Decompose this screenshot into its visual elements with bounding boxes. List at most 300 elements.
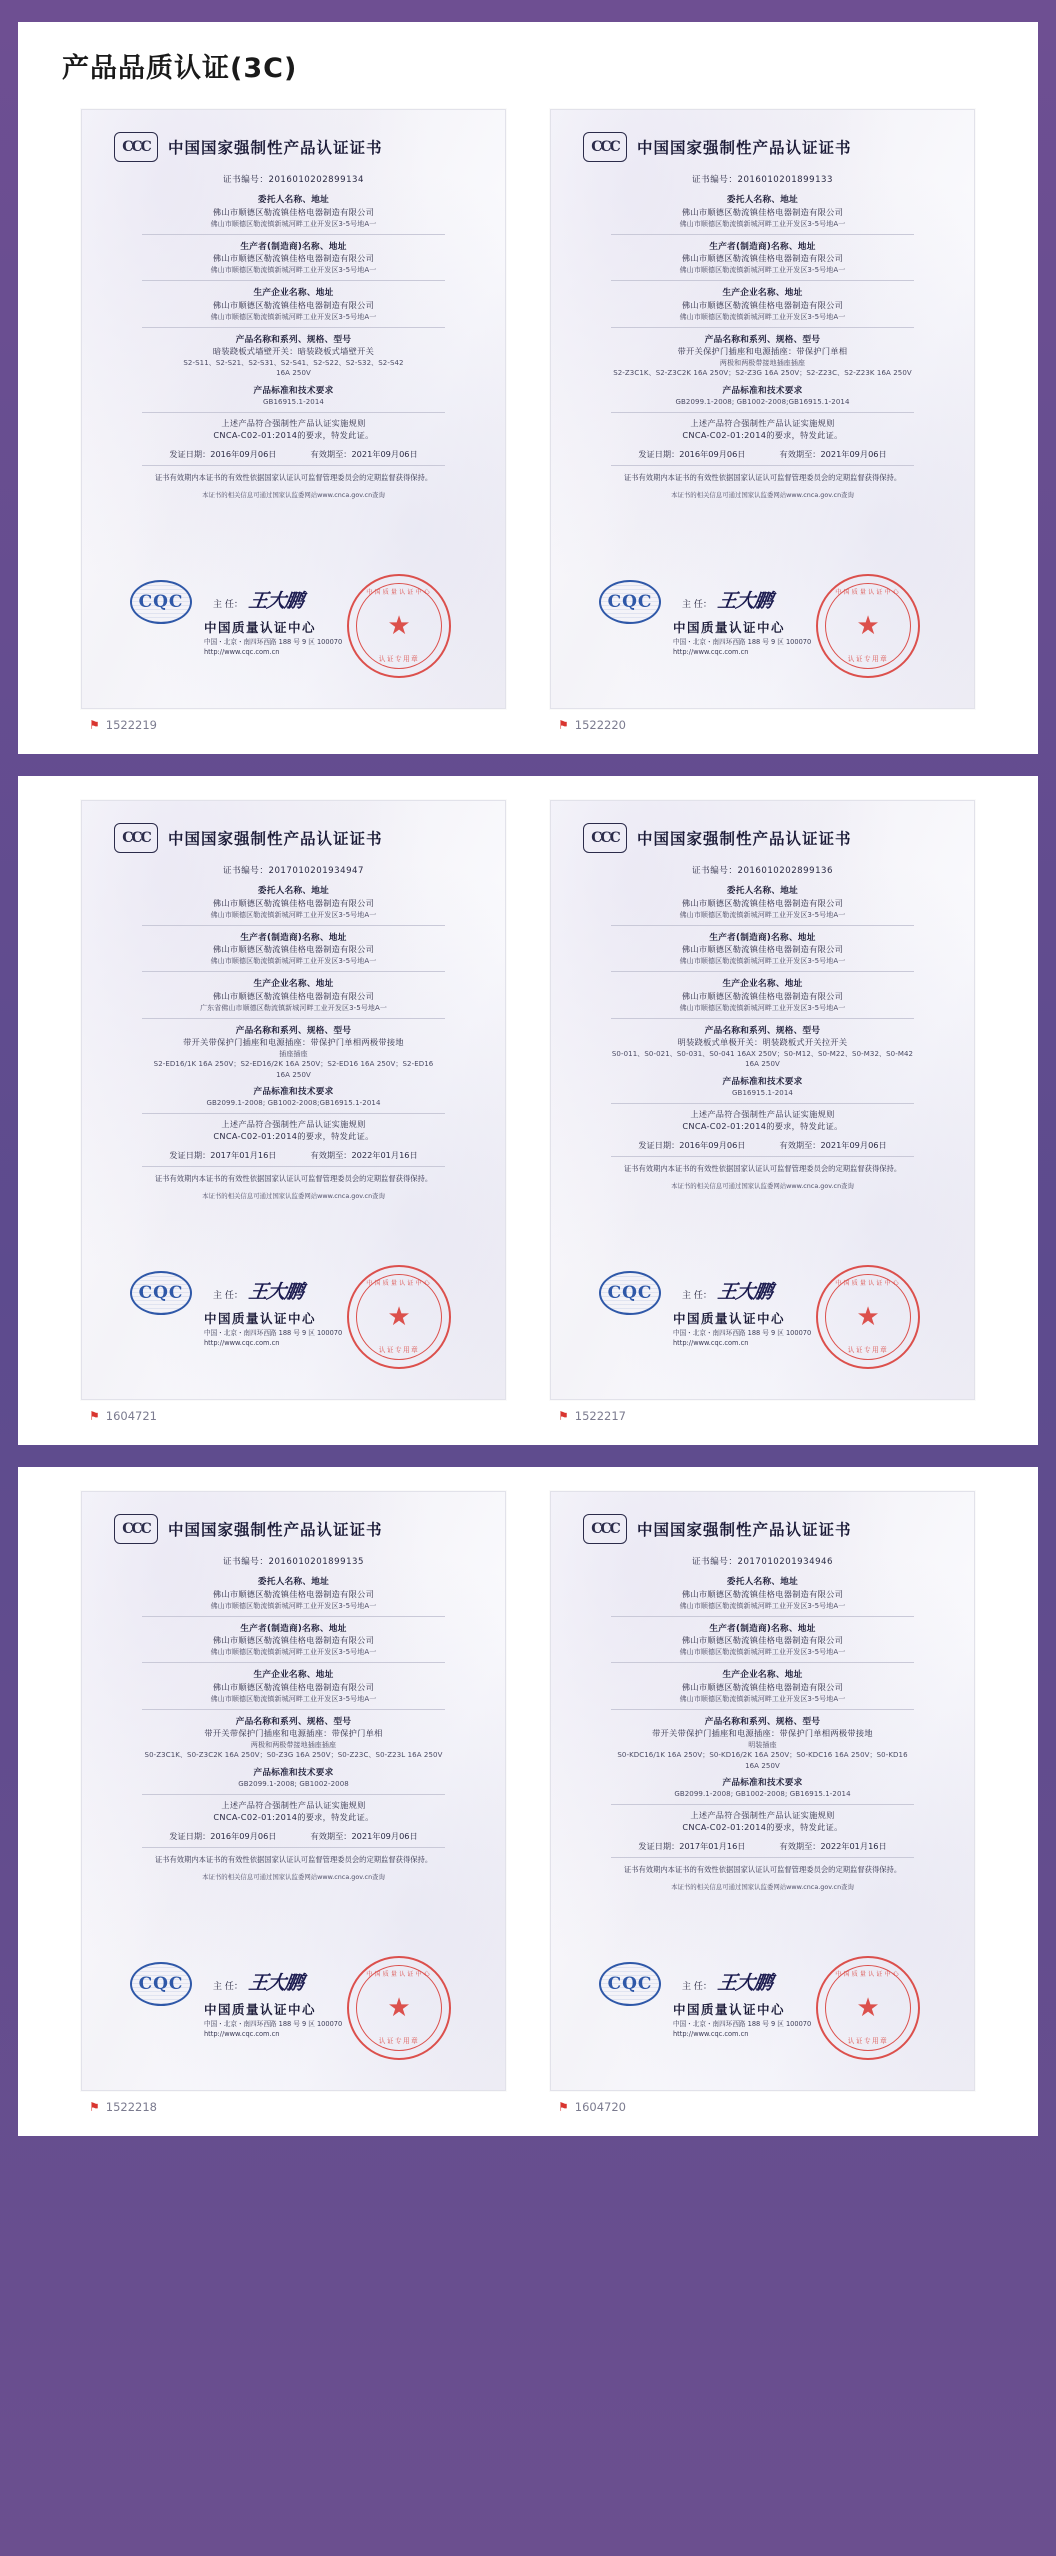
conformity-line-1: 上述产品符合强制性产品认证实施规则 (690, 418, 835, 429)
certificate-caption (550, 1409, 975, 1423)
product-line: 16A 250V (276, 369, 311, 378)
product-line: S2-S11、S2-S21、S2-S31、S2-S41、S2-S22、S2-S32、S2-S42 (183, 359, 404, 368)
product-line: 带开关带保护门插座和电源插座：带保护门单相 (204, 1728, 383, 1739)
manufacturer-address: 佛山市顺德区勒流镇新城河畔工业开发区3-5号地A一 (210, 266, 377, 275)
factory-label: 生产企业名称、地址 (253, 1670, 334, 1681)
director-row (213, 586, 303, 613)
certificate-number: 证书编号：2016010202899134 (223, 175, 364, 185)
applicant-label: 委托人名称、地址 (726, 195, 799, 206)
director-signature: 王大鹏 (716, 590, 774, 612)
issuing-organization: 中国质量认证中心 (673, 620, 786, 635)
factory-name: 佛山市顺德区勒流镇佳格电器制造有限公司 (212, 1681, 375, 1692)
product-label: 产品名称和系列、规格、型号 (704, 1025, 821, 1036)
issuing-organization: 中国质量认证中心 (204, 620, 317, 635)
product-line: S2-ED16/1K 16A 250V；S2-ED16/2K 16A 250V；S2-ED16 16A 250V；S2-ED16 (153, 1060, 434, 1069)
standard-line: GB2099.1-2008; GB1002-2008;GB16915.1-2014 (675, 397, 850, 406)
manufacturer-name: 佛山市顺德区勒流镇佳格电器制造有限公司 (681, 944, 844, 955)
certificate-content (82, 1492, 505, 2090)
product-line: 16A 250V (745, 1761, 780, 1770)
certificate-number: 证书编号：2016010201899135 (223, 1557, 364, 1567)
date-row (577, 449, 948, 460)
valid-date: 有效期至：2021年09月06日 (310, 1830, 418, 1841)
certificate-caption-text: 1522218 (105, 2100, 157, 2114)
official-seal (816, 574, 920, 678)
panel-container (18, 22, 1038, 2136)
organization-address (673, 1329, 811, 1349)
certificate-item (81, 109, 506, 732)
standard-line: GB2099.1-2008; GB1002-2008; GB16915.1-2014 (674, 1790, 851, 1799)
director-signature: 王大鹏 (716, 1972, 774, 1994)
certificate-body (577, 865, 948, 1261)
director-label: 主 任： (213, 600, 243, 610)
footnote-validity: 证书有效期内本证书的有效性依据国家认证认可监督管理委员会的定期监督获得保持。 (154, 1174, 433, 1184)
manufacturer-label: 生产者(制造商)名称、地址 (240, 241, 347, 252)
certificate-image[interactable] (81, 800, 506, 1400)
applicant-label: 委托人名称、地址 (726, 886, 799, 897)
product-line: 两极和两极带接地插座插座 (250, 1741, 337, 1750)
product-label: 产品名称和系列、规格、型号 (235, 334, 352, 345)
divider (142, 412, 445, 413)
cqc-logo-icon: CQC (130, 1962, 192, 2006)
applicant-address: 佛山市顺德区勒流镇新城河畔工业开发区3-5号地A一 (210, 910, 377, 919)
valid-date: 有效期至：2022年01月16日 (779, 1841, 887, 1852)
issue-date: 发证日期：2016年09月06日 (638, 448, 746, 459)
footnote-validity: 证书有效期内本证书的有效性依据国家认证认可监督管理委员会的定期监督获得保持。 (623, 1865, 902, 1875)
divider (142, 1794, 445, 1795)
certificate-image[interactable] (550, 800, 975, 1400)
certificate-image[interactable] (550, 109, 975, 709)
director-signature: 王大鹏 (247, 590, 305, 612)
standard-label: 产品标准和技术要求 (253, 1086, 334, 1097)
date-row (577, 1140, 948, 1151)
certificate-item (81, 1491, 506, 2114)
seal-bottom-text: 认证专用章 (847, 2037, 889, 2045)
manufacturer-label: 生产者(制造商)名称、地址 (709, 1623, 816, 1634)
applicant-address: 佛山市顺德区勒流镇新城河畔工业开发区3-5号地A一 (679, 1601, 846, 1610)
date-row (108, 1150, 479, 1161)
footnote-query: 本证书的相关信息可通过国家认监委网站www.cnca.gov.cn查询 (671, 1882, 854, 1891)
conformity-line-2: CNCA-C02-01:2014的要求，特发此证。 (213, 1131, 374, 1142)
product-line: 两极和两极带接地插座插座 (719, 359, 806, 368)
organization-address-line: 中国・北京・南四环西路 188 号 9 区 100070 (204, 2020, 343, 2028)
manufacturer-label: 生产者(制造商)名称、地址 (709, 241, 816, 252)
footnote-query: 本证书的相关信息可通过国家认监委网站www.cnca.gov.cn查询 (671, 490, 854, 499)
divider (611, 925, 914, 926)
factory-address: 佛山市顺德区勒流镇新城河畔工业开发区3-5号地A一 (679, 1003, 846, 1012)
divider (611, 327, 914, 328)
certificate-title: 中国国家强制性产品认证证书 (168, 139, 383, 157)
divider (142, 1847, 445, 1848)
pin-icon: ⚑ (558, 2100, 569, 2114)
footnote-validity: 证书有效期内本证书的有效性依据国家认证认可监督管理委员会的定期监督获得保持。 (623, 1163, 902, 1173)
divider (142, 971, 445, 972)
standard-label: 产品标准和技术要求 (722, 1076, 803, 1087)
date-row (577, 1841, 948, 1852)
product-line: 带开关保护门插座和电源插座：带保护门单相 (677, 346, 848, 357)
divider (611, 280, 914, 281)
footnote-query: 本证书的相关信息可通过国家认监委网站www.cnca.gov.cn查询 (202, 1191, 385, 1200)
organization-address-line: 中国・北京・南四环西路 188 号 9 区 100070 (204, 638, 343, 646)
certificate-footer (108, 1956, 479, 2074)
certificate-caption (81, 1409, 506, 1423)
product-label: 产品名称和系列、规格、型号 (704, 334, 821, 345)
divider (611, 1709, 914, 1710)
official-seal (347, 1265, 451, 1369)
manufacturer-address: 佛山市顺德区勒流镇新城河畔工业开发区3-5号地A一 (210, 1648, 377, 1657)
factory-address: 广东省佛山市顺德区勒流镇新城河畔工业开发区3-5号地A一 (199, 1003, 388, 1012)
organization-website: http://www.cqc.com.cn (673, 2029, 749, 2038)
certificate-caption-text: 1522220 (574, 718, 626, 732)
divider (611, 412, 914, 413)
director-row (682, 1277, 772, 1304)
certificate-number: 证书编号：2016010202899136 (692, 866, 833, 876)
certificate-header (108, 1514, 479, 1544)
pin-icon: ⚑ (89, 1409, 100, 1423)
organization-address (673, 638, 811, 658)
star-icon: ★ (387, 611, 411, 641)
factory-address: 佛山市顺德区勒流镇新城河畔工业开发区3-5号地A一 (679, 1694, 846, 1703)
certificate-content (551, 801, 974, 1399)
director-signature: 王大鹏 (716, 1281, 774, 1303)
director-label: 主 任： (213, 1291, 243, 1301)
certificate-content (82, 801, 505, 1399)
certificate-caption (550, 2100, 975, 2114)
date-row (108, 449, 479, 460)
certificate-footer (577, 1265, 948, 1383)
valid-date: 有效期至：2021年09月06日 (779, 448, 887, 459)
organization-address-line: 中国・北京・南四环西路 188 号 9 区 100070 (673, 638, 812, 646)
divider (142, 234, 445, 235)
ccc-logo-icon: CCC (583, 823, 627, 853)
certificate-number: 证书编号：2017010201934946 (692, 1557, 833, 1567)
product-label: 产品名称和系列、规格、型号 (235, 1025, 352, 1036)
white-panel (18, 776, 1038, 1445)
divider (142, 1018, 445, 1019)
certificate-body (577, 1556, 948, 1952)
valid-date: 有效期至：2021年09月06日 (779, 1139, 887, 1150)
organization-address (673, 2020, 811, 2040)
certificate-content (551, 110, 974, 708)
certificate-image[interactable] (81, 109, 506, 709)
white-panel (18, 22, 1038, 754)
star-icon: ★ (387, 1993, 411, 2023)
official-seal (347, 574, 451, 678)
applicant-address: 佛山市顺德区勒流镇新城河畔工业开发区3-5号地A一 (679, 219, 846, 228)
certificate-body (577, 174, 948, 570)
divider (611, 465, 914, 466)
seal-top-text: 中国质量认证中心 (366, 589, 432, 596)
divider (142, 1113, 445, 1114)
cqc-logo-icon: CQC (599, 1962, 661, 2006)
certificate-number: 证书编号：2017010201934947 (223, 866, 364, 876)
product-line: 16A 250V (745, 1060, 780, 1069)
footnote-validity: 证书有效期内本证书的有效性依据国家认证认可监督管理委员会的定期监督获得保持。 (623, 472, 902, 482)
certificate-content (551, 1492, 974, 2090)
ccc-logo-icon: CCC (114, 823, 158, 853)
seal-top-text: 中国质量认证中心 (366, 1971, 432, 1978)
product-line: S2-Z3C1K、S2-Z3C2K 16A 250V；S2-Z3G 16A 250V；S2-Z23C、S2-Z23K 16A 250V (613, 369, 912, 378)
certificate-item (550, 1491, 975, 2114)
white-panel (18, 1467, 1038, 2136)
factory-name: 佛山市顺德区勒流镇佳格电器制造有限公司 (681, 990, 844, 1001)
star-icon: ★ (856, 1302, 880, 1332)
divider (142, 465, 445, 466)
certificate-item (550, 800, 975, 1423)
certificate-caption (81, 2100, 506, 2114)
factory-label: 生产企业名称、地址 (722, 288, 803, 299)
divider (611, 971, 914, 972)
organization-address (204, 638, 342, 658)
applicant-name: 佛山市顺德区勒流镇佳格电器制造有限公司 (212, 1588, 375, 1599)
certificate-header (108, 823, 479, 853)
certificate-number: 证书编号：2016010201899133 (692, 175, 833, 185)
organization-website: http://www.cqc.com.cn (204, 647, 280, 656)
seal-bottom-text: 认证专用章 (847, 1346, 889, 1354)
standard-line: GB2099.1-2008; GB1002-2008 (238, 1779, 349, 1788)
organization-website: http://www.cqc.com.cn (673, 1338, 749, 1347)
factory-label: 生产企业名称、地址 (253, 288, 334, 299)
director-row (213, 1277, 303, 1304)
manufacturer-label: 生产者(制造商)名称、地址 (240, 932, 347, 943)
seal-top-text: 中国质量认证中心 (835, 1280, 901, 1287)
certificate-header (108, 132, 479, 162)
certificate-title: 中国国家强制性产品认证证书 (637, 139, 852, 157)
factory-address: 佛山市顺德区勒流镇新城河畔工业开发区3-5号地A一 (210, 1694, 377, 1703)
divider (611, 1616, 914, 1617)
issuing-organization: 中国质量认证中心 (673, 2002, 786, 2017)
applicant-label: 委托人名称、地址 (257, 195, 330, 206)
applicant-address: 佛山市顺德区勒流镇新城河畔工业开发区3-5号地A一 (679, 910, 846, 919)
director-label: 主 任： (682, 1982, 712, 1992)
certificate-header (577, 132, 948, 162)
director-label: 主 任： (213, 1982, 243, 1992)
product-line: S0-Z3C1K、S0-Z3C2K 16A 250V；S0-Z3G 16A 250V；S0-Z23C、S0-Z23L 16A 250V (144, 1751, 443, 1760)
applicant-name: 佛山市顺德区勒流镇佳格电器制造有限公司 (681, 897, 844, 908)
pin-icon: ⚑ (558, 1409, 569, 1423)
certificate-footer (108, 574, 479, 692)
manufacturer-address: 佛山市顺德区勒流镇新城河畔工业开发区3-5号地A一 (679, 1648, 846, 1657)
star-icon: ★ (856, 1993, 880, 2023)
manufacturer-name: 佛山市顺德区勒流镇佳格电器制造有限公司 (212, 253, 375, 264)
applicant-label: 委托人名称、地址 (257, 1577, 330, 1588)
certificate-title: 中国国家强制性产品认证证书 (168, 830, 383, 848)
certificate-body (108, 1556, 479, 1952)
ccc-logo-icon: CCC (114, 1514, 158, 1544)
applicant-name: 佛山市顺德区勒流镇佳格电器制造有限公司 (212, 897, 375, 908)
factory-label: 生产企业名称、地址 (722, 979, 803, 990)
certificate-caption (81, 718, 506, 732)
certificate-caption-text: 1522217 (574, 1409, 626, 1423)
factory-name: 佛山市顺德区勒流镇佳格电器制造有限公司 (212, 299, 375, 310)
certificate-body (108, 865, 479, 1261)
issue-date: 发证日期：2016年09月06日 (638, 1139, 746, 1150)
organization-address (204, 2020, 342, 2040)
seal-bottom-text: 认证专用章 (847, 655, 889, 663)
applicant-name: 佛山市顺德区勒流镇佳格电器制造有限公司 (212, 206, 375, 217)
official-seal (347, 1956, 451, 2060)
official-seal (816, 1956, 920, 2060)
issue-date: 发证日期：2016年09月06日 (169, 1830, 277, 1841)
divider (142, 1616, 445, 1617)
certificate-title: 中国国家强制性产品认证证书 (168, 1521, 383, 1539)
manufacturer-address: 佛山市顺德区勒流镇新城河畔工业开发区3-5号地A一 (679, 957, 846, 966)
certificate-header (577, 1514, 948, 1544)
pin-icon: ⚑ (89, 718, 100, 732)
certificate-caption-text: 1604721 (105, 1409, 157, 1423)
conformity-line-1: 上述产品符合强制性产品认证实施规则 (221, 1800, 366, 1811)
pin-icon: ⚑ (558, 718, 569, 732)
certificate-caption (550, 718, 975, 732)
applicant-label: 委托人名称、地址 (257, 886, 330, 897)
conformity-line-1: 上述产品符合强制性产品认证实施规则 (221, 418, 366, 429)
product-line: S0-011、S0-021、S0-031、S0-041 16AX 250V；S0-M12、S0-M22、S0-M32、S0-M42 (611, 1050, 914, 1059)
certificate-item (81, 800, 506, 1423)
cqc-logo-icon: CQC (130, 1271, 192, 1315)
certificate-body (108, 174, 479, 570)
star-icon: ★ (856, 611, 880, 641)
conformity-line-2: CNCA-C02-01:2014的要求，特发此证。 (213, 430, 374, 441)
seal-top-text: 中国质量认证中心 (366, 1280, 432, 1287)
certificate-header (577, 823, 948, 853)
manufacturer-name: 佛山市顺德区勒流镇佳格电器制造有限公司 (681, 1635, 844, 1646)
director-signature: 王大鹏 (247, 1972, 305, 1994)
factory-name: 佛山市顺德区勒流镇佳格电器制造有限公司 (681, 299, 844, 310)
divider (142, 925, 445, 926)
valid-date: 有效期至：2021年09月06日 (310, 448, 418, 459)
valid-date: 有效期至：2022年01月16日 (310, 1150, 418, 1161)
star-icon: ★ (387, 1302, 411, 1332)
product-line: 插座插座 (279, 1050, 308, 1059)
conformity-line-2: CNCA-C02-01:2014的要求，特发此证。 (682, 430, 843, 441)
divider (142, 327, 445, 328)
issue-date: 发证日期：2017年01月16日 (638, 1841, 746, 1852)
issue-date: 发证日期：2016年09月06日 (169, 448, 277, 459)
standard-label: 产品标准和技术要求 (722, 385, 803, 396)
standard-line: GB2099.1-2008; GB1002-2008;GB16915.1-2014 (206, 1099, 381, 1108)
divider (611, 234, 914, 235)
director-label: 主 任： (682, 1291, 712, 1301)
footnote-query: 本证书的相关信息可通过国家认监委网站www.cnca.gov.cn查询 (671, 1181, 854, 1190)
product-line: 暗装跷板式墙壁开关：暗装跷板式墙壁开关 (212, 346, 375, 357)
issuing-organization: 中国质量认证中心 (204, 1311, 317, 1326)
organization-website: http://www.cqc.com.cn (204, 1338, 280, 1347)
factory-name: 佛山市顺德区勒流镇佳格电器制造有限公司 (212, 990, 375, 1001)
certificate-grid (18, 103, 1038, 732)
seal-bottom-text: 认证专用章 (378, 2037, 420, 2045)
divider (142, 1662, 445, 1663)
divider (611, 1662, 914, 1663)
manufacturer-label: 生产者(制造商)名称、地址 (709, 932, 816, 943)
director-signature: 王大鹏 (247, 1281, 305, 1303)
director-row (682, 586, 772, 613)
page-title: 产品品质认证(3C) (62, 53, 298, 84)
certificate-item (550, 109, 975, 732)
manufacturer-address: 佛山市顺德区勒流镇新城河畔工业开发区3-5号地A一 (210, 957, 377, 966)
cqc-logo-icon: CQC (130, 580, 192, 624)
divider (611, 1857, 914, 1858)
footnote-query: 本证书的相关信息可通过国家认监委网站www.cnca.gov.cn查询 (202, 490, 385, 499)
certificate-caption-text: 1522219 (105, 718, 157, 732)
factory-label: 生产企业名称、地址 (253, 979, 334, 990)
standard-label: 产品标准和技术要求 (253, 385, 334, 396)
certificate-title: 中国国家强制性产品认证证书 (637, 1521, 852, 1539)
issue-date: 发证日期：2017年01月16日 (169, 1150, 277, 1161)
divider (142, 280, 445, 281)
seal-top-text: 中国质量认证中心 (835, 1971, 901, 1978)
factory-label: 生产企业名称、地址 (722, 1670, 803, 1681)
ccc-logo-icon: CCC (583, 1514, 627, 1544)
organization-address-line: 中国・北京・南四环西路 188 号 9 区 100070 (204, 1329, 343, 1337)
applicant-address: 佛山市顺德区勒流镇新城河畔工业开发区3-5号地A一 (210, 1601, 377, 1610)
conformity-line-2: CNCA-C02-01:2014的要求，特发此证。 (682, 1822, 843, 1833)
applicant-name: 佛山市顺德区勒流镇佳格电器制造有限公司 (681, 206, 844, 217)
applicant-name: 佛山市顺德区勒流镇佳格电器制造有限公司 (681, 1588, 844, 1599)
certificate-image[interactable] (550, 1491, 975, 2091)
seal-top-text: 中国质量认证中心 (835, 589, 901, 596)
product-line: S0-KDC16/1K 16A 250V；S0-KD16/2K 16A 250V；S0-KDC16 16A 250V；S0-KD16 (617, 1751, 908, 1760)
product-line: 带开关带保护门插座和电源插座：带保护门单相两极带接地 (652, 1728, 873, 1739)
manufacturer-name: 佛山市顺德区勒流镇佳格电器制造有限公司 (681, 253, 844, 264)
issuing-organization: 中国质量认证中心 (204, 2002, 317, 2017)
divider (611, 1156, 914, 1157)
pin-icon: ⚑ (89, 2100, 100, 2114)
standard-line: GB16915.1-2014 (732, 1088, 793, 1097)
seal-bottom-text: 认证专用章 (378, 655, 420, 663)
ccc-logo-icon: CCC (114, 132, 158, 162)
factory-address: 佛山市顺德区勒流镇新城河畔工业开发区3-5号地A一 (679, 312, 846, 321)
product-label: 产品名称和系列、规格、型号 (235, 1716, 352, 1727)
ccc-logo-icon: CCC (583, 132, 627, 162)
certificate-grid (18, 794, 1038, 1423)
seal-bottom-text: 认证专用章 (378, 1346, 420, 1354)
divider (142, 1709, 445, 1710)
manufacturer-name: 佛山市顺德区勒流镇佳格电器制造有限公司 (212, 944, 375, 955)
conformity-line-2: CNCA-C02-01:2014的要求，特发此证。 (213, 1812, 374, 1823)
certificate-title: 中国国家强制性产品认证证书 (637, 830, 852, 848)
divider (611, 1804, 914, 1805)
director-row (682, 1968, 772, 1995)
date-row (108, 1831, 479, 1842)
product-line: 明装跷板式单极开关：明装跷板式开关拉开关 (677, 1037, 848, 1048)
factory-address: 佛山市顺德区勒流镇新城河畔工业开发区3-5号地A一 (210, 312, 377, 321)
certificate-grid (18, 1485, 1038, 2114)
divider (142, 1166, 445, 1167)
official-seal (816, 1265, 920, 1369)
cqc-logo-icon: CQC (599, 1271, 661, 1315)
organization-website: http://www.cqc.com.cn (204, 2029, 280, 2038)
certificate-content (82, 110, 505, 708)
certificate-image[interactable] (81, 1491, 506, 2091)
product-line: 16A 250V (276, 1070, 311, 1079)
organization-website: http://www.cqc.com.cn (673, 647, 749, 656)
footnote-validity: 证书有效期内本证书的有效性依据国家认证认可监督管理委员会的定期监督获得保持。 (154, 472, 433, 482)
director-label: 主 任： (682, 600, 712, 610)
manufacturer-address: 佛山市顺德区勒流镇新城河畔工业开发区3-5号地A一 (679, 266, 846, 275)
cqc-logo-icon: CQC (599, 580, 661, 624)
footnote-query: 本证书的相关信息可通过国家认监委网站www.cnca.gov.cn查询 (202, 1872, 385, 1881)
footnote-validity: 证书有效期内本证书的有效性依据国家认证认可监督管理委员会的定期监督获得保持。 (154, 1854, 433, 1864)
conformity-line-2: CNCA-C02-01:2014的要求，特发此证。 (682, 1121, 843, 1132)
certificate-footer (577, 1956, 948, 2074)
applicant-label: 委托人名称、地址 (726, 1577, 799, 1588)
standard-label: 产品标准和技术要求 (722, 1777, 803, 1788)
standard-line: GB16915.1-2014 (263, 397, 324, 406)
factory-name: 佛山市顺德区勒流镇佳格电器制造有限公司 (681, 1681, 844, 1692)
applicant-address: 佛山市顺德区勒流镇新城河畔工业开发区3-5号地A一 (210, 219, 377, 228)
product-line: 明装插座 (748, 1741, 777, 1750)
issuing-organization: 中国质量认证中心 (673, 1311, 786, 1326)
divider (611, 1103, 914, 1104)
